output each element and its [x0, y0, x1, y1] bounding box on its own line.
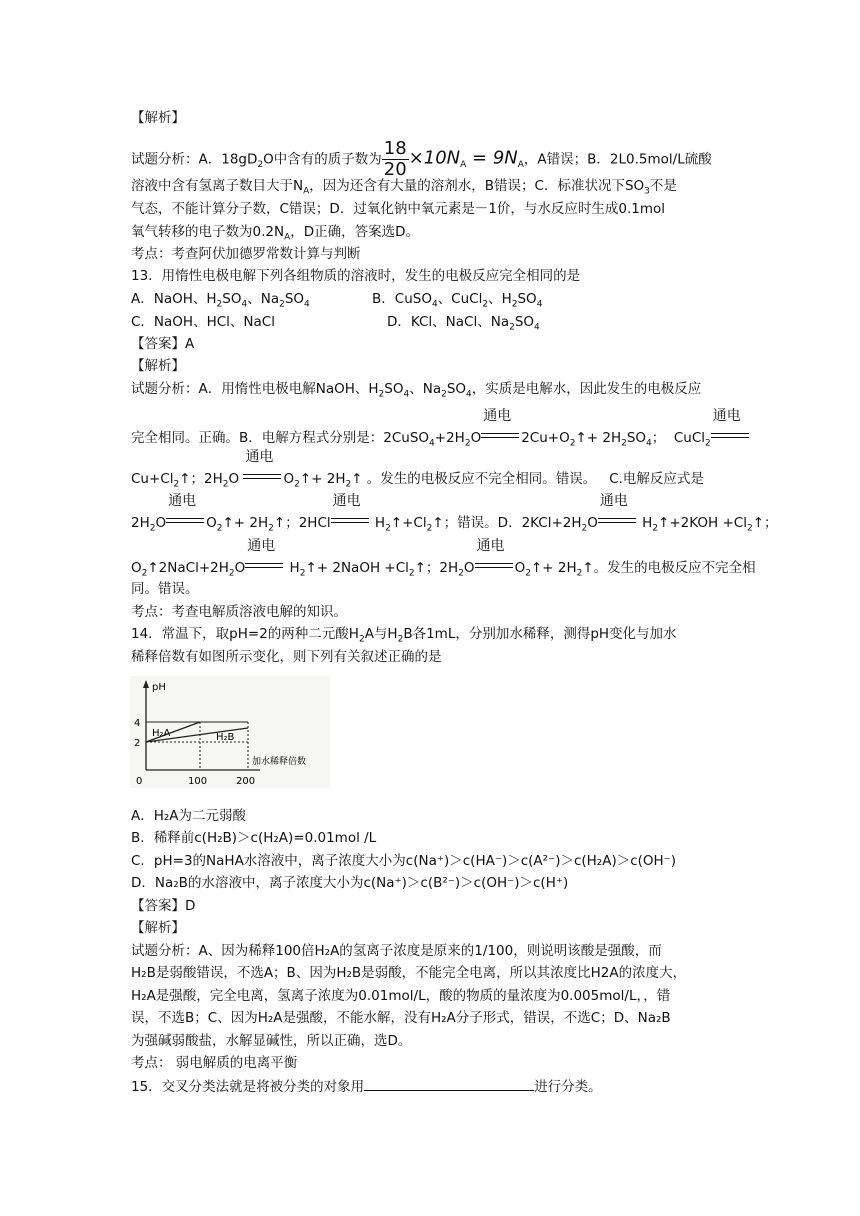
- y-tick-label: 4: [134, 718, 141, 729]
- ph-dilution-graph: [130, 676, 330, 788]
- q13-option-b: B．CuSO$_4$、CuCl$_2$、$H_2SO_4$: [372, 291, 543, 310]
- q14-analysis-line: H₂B是弱酸错误，不选A；B、因为H₂B是弱酸，不能完全电离，所以其浓度比H2A的浓度大，: [131, 965, 687, 981]
- q12-analysis-line-2: 溶液中含有氢离子数目大于$N_A$，因为还含有大量的溶剂水，B错误；C．标准状况下$SO_3$不是: [131, 178, 677, 197]
- q12-analysis-line-4: 氧气转移的电子数为$0.2N_A$，D正确，答案选D。: [131, 224, 420, 243]
- q13-kaodian: 考点：考查电解质溶液电解的知识。: [131, 604, 347, 620]
- fraction: $\frac{18}{20}$: [383, 138, 407, 180]
- q14-option-a: A．H₂A为二元弱酸: [131, 808, 247, 824]
- q14-analysis-line: 试题分析：A、因为稀释100倍H₂A的氢离子浓度是原来的1/100，则说明该酸是强酸，而: [131, 943, 662, 959]
- q13-analysis-line-3: $Cu+Cl_2↑$；$2H_2O$ 通电 $O_2↑+$ $2H_2↑$ 。发生的电极反应不完全相同。错误。 C.电解反应式是: [131, 449, 704, 490]
- analysis-heading: 【解析】: [131, 920, 185, 936]
- y-tick-label: 2: [134, 738, 141, 749]
- x-tick-label: 200: [236, 776, 256, 787]
- q14-kaodian: 考点： 弱电解质的电离平衡: [131, 1055, 298, 1071]
- q12-analysis-line-1: 试题分析：A．$18gD_2O$中含有的质子数为 $\frac{18}{20}$ $\times 10N_A = 9N_A$，A错误；B．2L0.5mol/L硫酸: [131, 138, 712, 180]
- x-tick-label: 0: [136, 776, 143, 787]
- h2b-label: H₂B: [216, 732, 235, 743]
- q13-analysis-line-1: 试题分析：A．用惰性电极电解NaOH、$H_2SO_4$、$Na_2SO_4$，实质是电解水，因此发生的电极反应: [131, 381, 702, 400]
- q14-analysis-line: H₂A是强酸，完全电离，氢离子浓度为0.01mol/L，酸的物质的量浓度为0.005mol/L，，错: [131, 988, 671, 1004]
- analysis-heading: 【解析】: [131, 110, 185, 126]
- q13-analysis-line-6: 同。错误。: [131, 581, 199, 597]
- q14-analysis-line: 为强碱弱酸盐，水解显碱性，所以正确，选D。: [131, 1033, 412, 1049]
- x-tick-label: 100: [188, 776, 208, 787]
- q15-stem: 15．交叉分类法就是将被分类的对象用 进行分类。: [131, 1076, 602, 1097]
- q14-option-c: C．pH=3的NaHA水溶液中，离子浓度大小为c(Na⁺)＞c(HA⁻)＞c(A²⁻)＞c(H₂A)＞c(OH⁻): [131, 853, 677, 869]
- q14-option-d: D．Na₂B的水溶液中，离子浓度大小为c(Na⁺)＞c(B²⁻)＞c(OH⁻)＞c(H⁺): [131, 875, 569, 891]
- q12-kaodian: 考点：考查阿伏加德罗常数计算与判断: [131, 246, 361, 262]
- q14-stem-line-2: 稀释倍数有如图所示变化，则下列有关叙述正确的是: [131, 649, 442, 665]
- q14-analysis-line: 误，不选B；C、因为H₂A是强酸，不能水解，没有H₂A分子形式，错误，不选C；D、Na₂B: [131, 1010, 671, 1026]
- q12-analysis-line-3: 气态，不能计算分子数，C错误；D．过氧化钠中氧元素是－1价，与水反应时生成0.1mol: [131, 201, 666, 217]
- q14-option-b: B．稀释前c(H₂B)＞c(H₂A)=0.01mol /L: [131, 830, 377, 846]
- q13-option-d: D．KCl、NaCl、$Na_2SO_4$: [387, 314, 540, 333]
- q14-answer: 【答案】D: [131, 898, 196, 914]
- analysis-heading: 【解析】: [131, 358, 185, 374]
- q13-analysis-line-4: $2H_2O$ 通电 $O_2↑+$ $2H_2↑$；2HCl 通电 $H_2↑+Cl_2↑$；错误。D．$2KCl+2H_2O$ 通电 $H_2↑+2KOH$ $+Cl_2↑$；: [131, 493, 778, 534]
- y-axis-label: pH: [152, 682, 166, 693]
- answer-blank[interactable]: [364, 1076, 534, 1091]
- x-axis-label: 加水稀释倍数: [252, 757, 307, 767]
- q14-stem-line-1: 14．常温下，取pH=2的两种二元酸$H_2A$与$H_2B$各1mL，分别加水稀释，测得pH变化与加水: [131, 626, 677, 645]
- q13-option-a: A．NaOH、$H_2SO_4$、$Na_2SO_4$: [131, 291, 310, 310]
- q13-answer: 【答案】A: [131, 336, 195, 352]
- h2a-label: H₂A: [152, 728, 171, 739]
- q13-option-c: C．NaOH、HCl、NaCl: [131, 314, 275, 330]
- q13-stem: 13．用惰性电极电解下列各组物质的溶液时，发生的电极反应完全相同的是: [131, 268, 581, 284]
- q13-analysis-line-2: 完全相同。正确。B．电解方程式分别是：$2CuSO_4+2H_2O$ 通电 $2Cu+O_2↑+ 2H_2SO_4$； CuCl$_2$ 通电: [131, 422, 751, 448]
- q13-analysis-line-5: $O_2↑2NaCl+2H_2O$ 通电 $H_2↑+$ 2NaOH $+Cl_2↑$；$2H_2O$ 通电 $O_2↑+$ $2H_2↑$。发生的电极反应不完全相: [131, 538, 756, 579]
